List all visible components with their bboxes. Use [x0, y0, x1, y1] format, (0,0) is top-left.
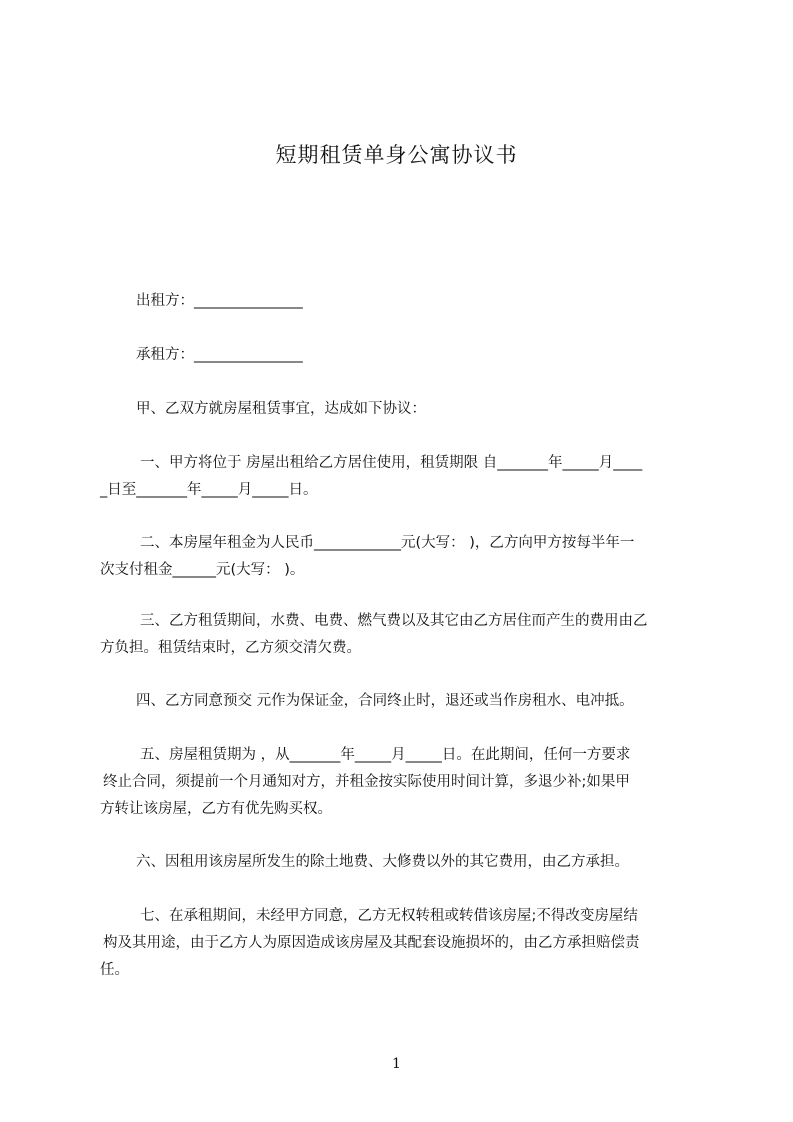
clause-line: 终止合同，须提前一个月通知对方，并租金按实际使用时间计算，多退少补;如果甲: [103, 774, 630, 790]
clause-line: 三、乙方租赁期间，水费、电费、燃气费以及其它由乙方居住而产生的费用由乙: [140, 613, 648, 629]
page-number: 1: [392, 1056, 401, 1072]
clause-line: 一、甲方将位于 房屋出租给乙方居住使用，租赁期限 自_______年_____月____: [140, 455, 643, 471]
clause-line: 五、房屋租赁期为 ，从_______年_____月_____日。在此期间，任何一方要求: [140, 747, 631, 763]
clause-line: 二、本房屋年租金为人民币____________元(大写： )，乙方向甲方按每半年一: [140, 535, 635, 551]
clause-line: 构及其用途，由于乙方人为原因造成该房屋及其配套设施损坏的，由乙方承担赔偿责: [103, 935, 640, 951]
lessee-line: 承租方：_______________: [136, 347, 303, 363]
clause-line: 任。: [100, 962, 129, 978]
intro-paragraph: 甲、乙双方就房屋租赁事宜，达成如下协议：: [136, 401, 426, 417]
clause-line: 六、因租用该房屋所发生的除土地费、大修费以外的其它费用，由乙方承担。: [136, 854, 629, 870]
clause-line: 方转让该房屋，乙方有优先购买权。: [100, 801, 332, 817]
clause-line: 七、在承租期间，未经甲方同意，乙方无权转租或转借该房屋;不得改变房屋结: [140, 908, 638, 924]
document-title: 短期租赁单身公寓协议书: [275, 143, 518, 167]
clause-line: 次支付租金______元(大写： )。: [100, 562, 305, 578]
clause-line: _日至_______年_____月_____日。: [100, 482, 318, 498]
clause-line: 方负担。租赁结束时，乙方须交清欠费。: [100, 640, 361, 656]
lessor-line: 出租方：_______________: [136, 293, 303, 309]
clause-line: 四、乙方同意预交 元作为保证金，合同终止时，退还或当作房租水、电冲抵。: [136, 693, 634, 709]
